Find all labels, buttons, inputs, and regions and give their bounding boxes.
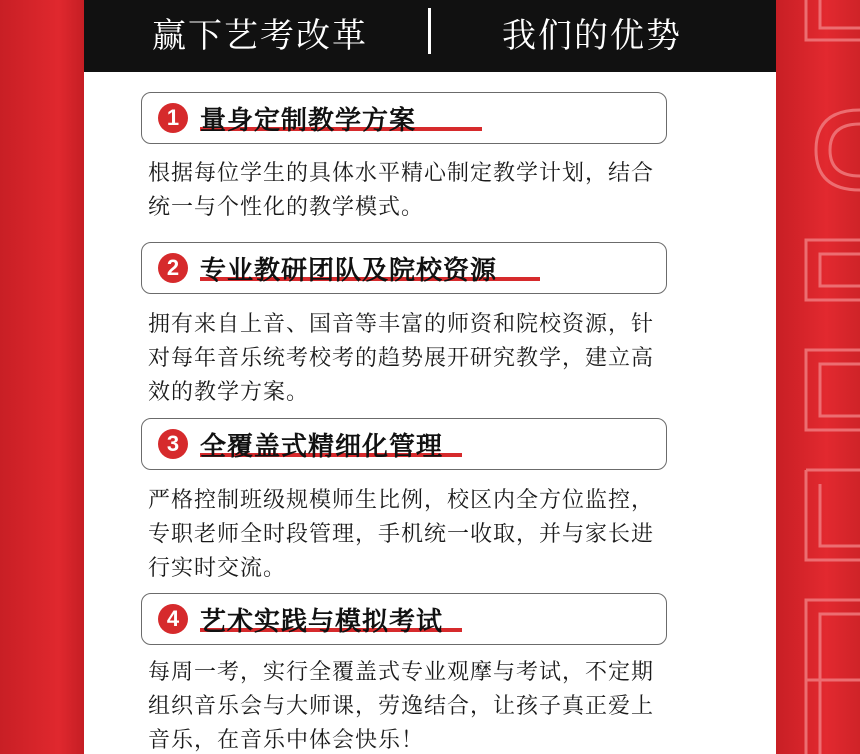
decorative-outline-letters-icon bbox=[776, 0, 860, 754]
number-badge-1: 1 bbox=[158, 103, 188, 133]
number-badge-4: 4 bbox=[158, 604, 188, 634]
advantage-title-4: 艺术实践与模拟考试 bbox=[200, 607, 444, 637]
description-line: 根据每位学生的具体水平精心制定教学计划，结合 bbox=[148, 161, 655, 186]
right-red-border bbox=[776, 0, 860, 754]
description-line: 对每年音乐统考校考的趋势展开研究教学，建立高 bbox=[148, 346, 655, 371]
number-badge-3: 3 bbox=[158, 429, 188, 459]
advantage-title-1: 量身定制教学方案 bbox=[200, 106, 417, 136]
advantage-card-3 bbox=[141, 418, 667, 470]
description-line: 专职老师全时段管理，手机统一收取，并与家长进 bbox=[148, 522, 655, 547]
header-right-title: 我们的优势 bbox=[502, 16, 682, 56]
left-red-border bbox=[0, 0, 84, 754]
advantage-title-3: 全覆盖式精细化管理 bbox=[200, 432, 444, 462]
description-line: 行实时交流。 bbox=[148, 556, 287, 581]
advantages-panel bbox=[84, 0, 776, 754]
header-bar bbox=[84, 0, 776, 72]
advantage-description-3 bbox=[148, 484, 748, 586]
advantage-description-1 bbox=[148, 157, 748, 225]
advantage-card-4 bbox=[141, 593, 667, 645]
advantage-title-2: 专业教研团队及院校资源 bbox=[200, 256, 498, 286]
header-divider bbox=[428, 8, 431, 54]
description-line: 统一与个性化的教学模式。 bbox=[148, 195, 425, 220]
description-line: 效的教学方案。 bbox=[148, 380, 310, 405]
description-line: 每周一考，实行全覆盖式专业观摩与考试，不定期 bbox=[148, 660, 655, 685]
header-left-title: 赢下艺考改革 bbox=[152, 16, 368, 56]
number-badge-2: 2 bbox=[158, 253, 188, 283]
description-line: 组织音乐会与大师课，劳逸结合，让孩子真正爱上 bbox=[148, 694, 655, 719]
advantage-description-4 bbox=[148, 656, 748, 754]
description-line: 严格控制班级规模师生比例，校区内全方位监控， bbox=[148, 488, 655, 513]
advantage-card-2 bbox=[141, 242, 667, 294]
description-line: 拥有来自上音、国音等丰富的师资和院校资源，针 bbox=[148, 312, 655, 337]
description-line: 音乐，在音乐中体会快乐！ bbox=[148, 728, 425, 753]
advantage-card-1 bbox=[141, 92, 667, 144]
advantage-description-2 bbox=[148, 308, 748, 410]
